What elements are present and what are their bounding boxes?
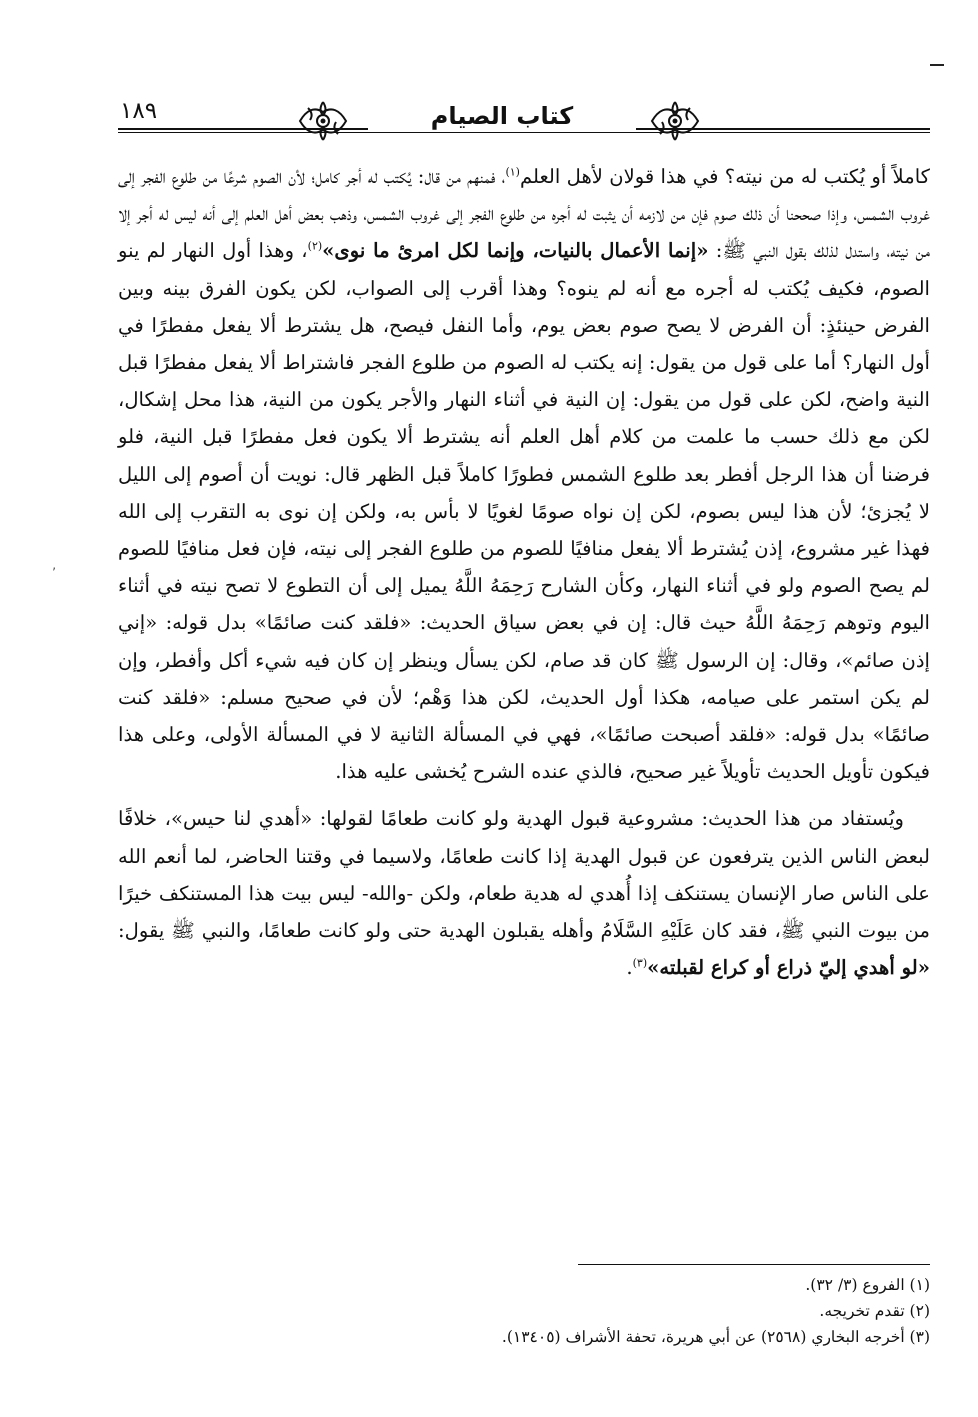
page-number: ١٨٩ — [120, 98, 158, 124]
corner-mark — [930, 64, 944, 66]
paragraph-2: ويُستفاد من هذا الحديث: مشروعية قبول الهدية ولو كانت طعامًا لقولها: «أهدي لنا حيس»، خلافًا لبعض الناس الذين يترفعون عن قبول الهدية إذا كانت طعامًا، ولاسيما في وقتنا الحاضر، لما أنعم الله على الناس صار الإنسان يستنكف إذا أُهدي له هدية طعام، ولكن -والله- ليس بيت هذا المستنكف خيرًا من بيوت النبي ﷺ، فقد كان عَلَيْهِ السَّلَامُ وأهله يقبلون الهدية حتى ولو كانت طعامًا، والنبي ﷺ يقول: «لو أهدي إليّ ذراع أو كراع لقبلته»$^{(٣)}$. — [118, 807, 930, 980]
ornament-left-icon — [296, 96, 350, 146]
footnote-3: (٣) أخرجه البخاري (٢٥٦٨) عن أبي هريرة، تحفة الأشراف (١٣٤٠٥). — [501, 1328, 930, 1346]
ornament-right-icon — [648, 96, 702, 146]
footnote-ref-2[interactable]: (٢) — [307, 239, 323, 253]
footnote-2: (٢) تقدم تخريجه. — [819, 1302, 930, 1320]
main-text — [118, 158, 930, 986]
paragraph-1: كاملاً أو يُكتب له من نيته؟ في هذا قولان لأهل العلم$^{(١)}$، فمنهم من قال: يُكتب له أجر كامل؛ لأن الصوم شرعًا من طلوع الفجر إلى غروب الشمس، وإذا صححنا أن ذلك صوم فإن من لازمه أن يثبت له أجره من طلوع الفجر إلى غروب الشمس، وذهب بعض أهل العلم إلى أنه ليس له أجر إلا من نيته، واستدل لذلك بقول النبي ﷺ: «إنما الأعمال بالنيات، وإنما لكل امرئ ما نوى»$^{(٢)}$، وهذا أول النهار لم ينو الصوم، فكيف يُكتب له أجره مع أنه لم ينوه؟ وهذا أقرب إلى الصواب، لكن يكون الفرق بينه وبين الفرض حينئذٍ: أن الفرض لا يصح صوم بعض يوم، وأما النفل فيصح، هل يشترط ألا يفعل مفطرًا في أول النهار؟ أما على قول من يقول: إنه يكتب له الصوم من طلوع الفجر فاشتراط ألا يفعل مفطرًا قبل النية واضح، لكن على قول من يقول: إن النية في أثناء النهار والأجر يكون من النية، هذا محل إشكال، لكن مع ذلك حسب ما علمت من كلام أهل العلم أنه يشترط ألا يكون فعل مفطرًا قبل النية، فلو فرضنا أن هذا الرجل أفطر بعد طلوع الشمس فطورًا كاملاً قبل الظهر قال: نويت أن أصوم إلى الليل لا يُجزئ؛ لأن هذا ليس بصوم، لكن إن نواه صومًا لغويًا لا بأس به، ولكن إن نوى به التقرب إلى الله فهذا غير مشروع، إذن يُشترط ألا يفعل منافيًا للصوم من طلوع الفجر إلى نيته، فإن فعل منافيًا للصوم لم يصح الصوم ولو في أثناء النهار، وكأن الشارح رَحِمَهُ اللَّهُ يميل إلى أن التطوع لا تصح نيته في أثناء اليوم وتوهم رَحِمَهُ اللَّهُ حيث قال: إن في بعض سياق الحديث: «فلقد كنت صائمًا» بدل قوله: «إني إذن صائم»، وقال: إن الرسول ﷺ كان قد صام، لكن يسأل وينظر إن كان فيه شيء أكل وأفطر، وإن لم يكن استمر على صيامه، هكذا أول الحديث، لكن هذا وَهْم؛ لأن في صحيح مسلم: «فلقد كنت صائمًا» بدل قوله: «فلقد أصبحت صائمًا»، فهي في المسألة الثانية لا في المسألة الأولى، وعلى هذا فيكون تأويل الحديث تأويلاً غير صحيح، فالذي عنده الشرح يُخشى عليه هذا. — [118, 165, 931, 784]
hadith-quote: «لو أهدي إليّ ذراع أو كراع لقبلته» — [647, 956, 930, 980]
footnote-ref-3[interactable]: (٣) — [632, 956, 648, 970]
chapter-title: كتاب الصيام — [368, 102, 636, 130]
footnote-ref-1[interactable]: (١) — [505, 165, 520, 179]
running-header — [118, 92, 930, 148]
footnote-rule — [578, 1264, 930, 1265]
header-rule-thin — [118, 132, 930, 133]
footnote-1: (١) الفروع (٣/ ٣٢). — [805, 1276, 930, 1294]
hadith-quote: «إنما الأعمال بالنيات، وإنما لكل امرئ ما نوى» — [322, 239, 709, 263]
margin-mark: ٬ — [52, 566, 57, 581]
footnotes — [118, 1272, 930, 1350]
